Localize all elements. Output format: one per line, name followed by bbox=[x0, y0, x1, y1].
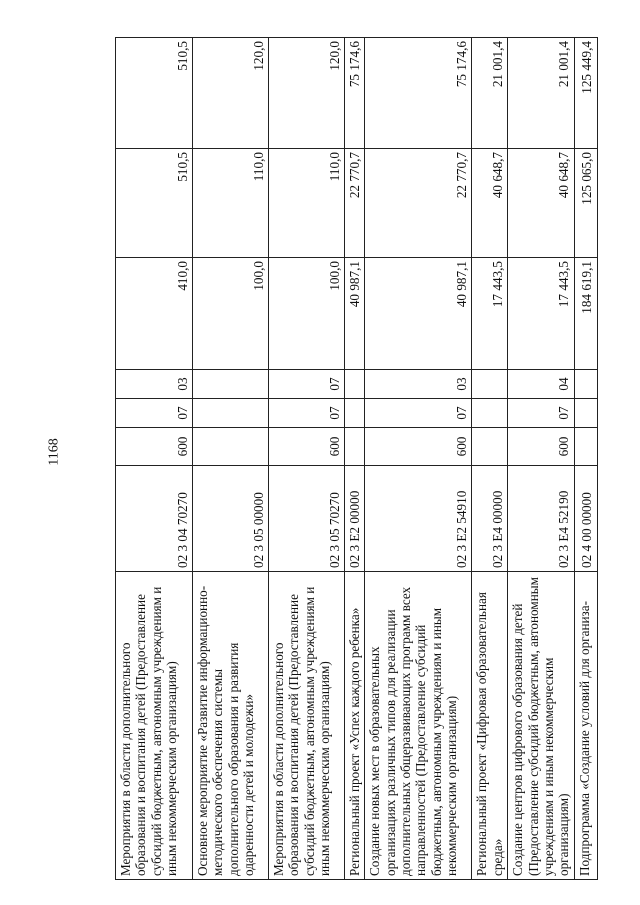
row-vr: 600 bbox=[508, 428, 574, 466]
row-name: Основное мероприятие «Развитие информационно-методического обеспечения системы дополнительного образования и развития одаренности детей и молодежи» bbox=[193, 572, 269, 880]
table-row bbox=[269, 38, 345, 880]
row-value-1: 40 987,1 bbox=[365, 258, 472, 370]
row-code: 02 3 E4 52190 bbox=[508, 466, 574, 572]
row-value-2: 510,5 bbox=[116, 149, 193, 258]
page-number bbox=[40, 434, 70, 470]
row-value-2: 125 065,0 bbox=[574, 149, 597, 258]
page-number-text: 1168 bbox=[46, 438, 62, 466]
row-vr: 600 bbox=[116, 428, 193, 466]
row-vr bbox=[345, 428, 365, 466]
row-pr bbox=[193, 370, 269, 399]
row-pr: 07 bbox=[269, 370, 345, 399]
row-name: Региональный проект «Успех каждого ребенка» bbox=[345, 572, 365, 880]
row-value-2: 40 648,7 bbox=[472, 149, 508, 258]
table-row bbox=[508, 38, 574, 880]
row-rz: 07 bbox=[508, 399, 574, 428]
row-value-1: 184 619,1 bbox=[574, 258, 597, 370]
row-vr bbox=[574, 428, 597, 466]
row-pr: 03 bbox=[365, 370, 472, 399]
row-name: Мероприятия в области дополнительного образования и воспитания детей (Предоставление субсидий бюджетным, автономным учреждениям и иным некоммерческим организациям) bbox=[269, 572, 345, 880]
row-value-1: 100,0 bbox=[269, 258, 345, 370]
row-code: 02 3 E2 00000 bbox=[345, 466, 365, 572]
row-value-2: 22 770,7 bbox=[365, 149, 472, 258]
row-value-2: 110,0 bbox=[269, 149, 345, 258]
row-code: 02 3 E2 54910 bbox=[365, 466, 472, 572]
table-row bbox=[193, 38, 269, 880]
row-code: 02 3 05 70270 bbox=[269, 466, 345, 572]
row-code: 02 4 00 00000 bbox=[574, 466, 597, 572]
row-value-1: 100,0 bbox=[193, 258, 269, 370]
row-vr bbox=[472, 428, 508, 466]
row-pr bbox=[345, 370, 365, 399]
row-value-1: 17 443,5 bbox=[508, 258, 574, 370]
row-code: 02 3 E4 00000 bbox=[472, 466, 508, 572]
row-value-1: 410,0 bbox=[116, 258, 193, 370]
table-row bbox=[574, 38, 597, 880]
row-rz: 07 bbox=[269, 399, 345, 428]
row-value-3: 21 001,4 bbox=[472, 38, 508, 149]
row-vr: 600 bbox=[269, 428, 345, 466]
row-value-3: 120,0 bbox=[269, 38, 345, 149]
row-name: Мероприятия в области дополнительного образования и воспитания детей (Предоставление субсидий бюджетным, автономным учреждениям и иным некоммерческим организациям) bbox=[116, 572, 193, 880]
rotated-table-area bbox=[115, 38, 595, 880]
row-value-2: 22 770,7 bbox=[345, 149, 365, 258]
budget-table bbox=[115, 37, 598, 880]
table-row bbox=[472, 38, 508, 880]
row-rz bbox=[574, 399, 597, 428]
table-row bbox=[345, 38, 365, 880]
row-name: Подпрограмма «Создание условий для организа- bbox=[574, 572, 597, 880]
row-value-2: 40 648,7 bbox=[508, 149, 574, 258]
row-value-3: 125 449,4 bbox=[574, 38, 597, 149]
row-rz bbox=[345, 399, 365, 428]
row-pr bbox=[574, 370, 597, 399]
row-rz: 07 bbox=[116, 399, 193, 428]
row-value-2: 110,0 bbox=[193, 149, 269, 258]
row-rz bbox=[472, 399, 508, 428]
row-value-3: 120,0 bbox=[193, 38, 269, 149]
row-code: 02 3 04 70270 bbox=[116, 466, 193, 572]
row-value-3: 21 001,4 bbox=[508, 38, 574, 149]
row-name: Создание новых мест в образовательных организациях различных типов для реализации дополнительных общеразвивающих программ всех направленностей (Предоставление субсидий бюджетным, автономным учреждениям и иным некоммерческим организациям) bbox=[365, 572, 472, 880]
row-code: 02 3 05 00000 bbox=[193, 466, 269, 572]
row-name: Создание центров цифрового образования детей (Предоставление субсидий бюджетным, автономным учреждениям и иным некоммерческим организациям) bbox=[508, 572, 574, 880]
row-pr bbox=[472, 370, 508, 399]
row-name: Региональный проект «Цифровая образовательная среда» bbox=[472, 572, 508, 880]
table-rotator bbox=[115, 38, 595, 880]
row-value-3: 75 174,6 bbox=[365, 38, 472, 149]
row-pr: 03 bbox=[116, 370, 193, 399]
row-vr bbox=[193, 428, 269, 466]
row-value-1: 17 443,5 bbox=[472, 258, 508, 370]
row-value-1: 40 987,1 bbox=[345, 258, 365, 370]
table-row bbox=[116, 38, 193, 880]
row-value-3: 510,5 bbox=[116, 38, 193, 149]
row-vr: 600 bbox=[365, 428, 472, 466]
row-pr: 04 bbox=[508, 370, 574, 399]
row-value-3: 75 174,6 bbox=[345, 38, 365, 149]
row-rz bbox=[193, 399, 269, 428]
row-rz: 07 bbox=[365, 399, 472, 428]
table-row bbox=[365, 38, 472, 880]
